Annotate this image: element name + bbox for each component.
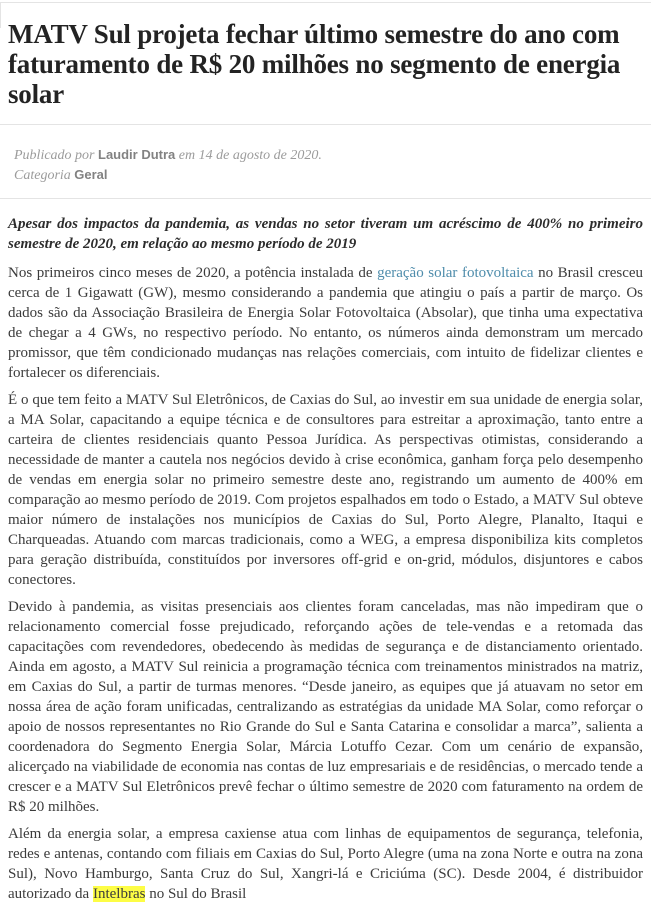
category-line <box>14 165 643 185</box>
published-line <box>14 145 643 165</box>
published-date: em 14 de agosto de 2020. <box>178 148 322 163</box>
article-meta <box>8 125 643 198</box>
paragraph-4-text-after: no Sul do Brasil <box>149 886 247 902</box>
category-link[interactable]: Geral <box>74 167 108 182</box>
paragraph-1-text-before: Nos primeiros cinco meses de 2020, a potência instalada de <box>8 265 373 281</box>
published-by-label: Publicado por <box>14 148 95 163</box>
lead-paragraph: Apesar dos impactos da pandemia, as vendas no setor tiveram um acréscimo de 400% no primeiro semestre de 2020, em relação ao mesmo período de 2019 <box>8 216 643 252</box>
intelbras-highlight: Intelbras <box>92 886 146 902</box>
solar-generation-link[interactable]: geração solar fotovoltaica <box>377 265 534 281</box>
article-body <box>8 199 643 904</box>
paragraph-3: Devido à pandemia, as visitas presenciais aos clientes foram canceladas, mas não impediram que o relacionamento comercial fosse prejudicado, reforçando ações de tele-vendas e a retomada das capacitações com revendedores, obedecendo às medidas de segurança e de distanciamento orientado. Ainda em agosto, a MATV Sul reinicia a programação técnica com treinamentos ministrados na matriz, em Caxias do Sul, a partir de turmas menores. “Desde janeiro, as equipes que já atuavam no setor em nossa área de ação foram unificadas, centralizando as estratégias da unidade MA Solar, como reforçar o apoio de nossos representantes no Rio Grande do Sul e Santa Catarina e consolidar a marca”, salienta a coordenadora do Segmento Energia Solar, Márcia Lotuffo Cezar. Com um cenário de expansão, alicerçado na viabilidade de economia nas contas de luz empresariais e de residências, o mercado tende a crescer e a MATV Sul Eletrônicos prevê fechar o último semestre de 2020 com faturamento na ordem de R$ 20 milhões. <box>8 599 643 815</box>
paragraph-1-text-after: no Brasil cresceu cerca de 1 Gigawatt (GW), mesmo considerando a pandemia que atingiu o país a partir de março. Os dados são da Associação Brasileira de Energia Solar Fotovoltaica (Absolar), que tinha uma expectativa de chegar a 4 GWs, no respectivo período. No entanto, os números ainda demonstram um mercado promissor, que têm condicionado mudanças nas relações comerciais, com intuito de fidelizar clientes e fortalecer os diferenciais. <box>8 265 644 381</box>
paragraph-1 <box>8 263 643 383</box>
paragraph-4 <box>8 824 643 904</box>
paragraph-4-text-before: Além da energia solar, a empresa caxiense atua com linhas de equipamentos de segurança, telefonia, redes e antenas, contando com filiais em Caxias do Sul, Porto Alegre (uma na zona Norte e outra na zona Sul), Novo Hamburgo, Santa Cruz do Sul, Xangri-lá e Criciúma (SC). Desde 2004, é distribuidor autorizado da <box>8 826 643 902</box>
author-link[interactable]: Laudir Dutra <box>98 147 176 162</box>
article-page <box>0 2 651 902</box>
category-label: Categoria <box>14 168 71 183</box>
paragraph-2: É o que tem feito a MATV Sul Eletrônicos, de Caxias do Sul, ao investir em sua unidade de energia solar, a MA Solar, capacitando a equipe técnica e de consultores para estreitar a aproximação, tanto entre a carteira de clientes residenciais quanto Pessoa Jurídica. As perspectivas otimistas, considerando a necessidade de manter a cautela nos negócios devido à crise econômica, ganham força pelo desempenho de vendas em energia solar no primeiro semestre deste ano, registrando um aumento de 400% em comparação ao mesmo período de 2019. Com projetos espalhados em todo o Estado, a MATV Sul obteve maior número de instalações nos municípios de Caxias do Sul, Porto Alegre, Planalto, Itaqui e Charqueadas. Atuando com marcas tradicionais, como a WEG, a empresa disponibiliza kits completos para geração distribuída, constituídos por inversores off-grid e on-grid, módulos, disjuntores e cabos conectores. <box>8 392 643 588</box>
article-title: MATV Sul projeta fechar último semestre do ano com faturamento de R$ 20 milhões no segmento de energia solar <box>8 19 621 109</box>
